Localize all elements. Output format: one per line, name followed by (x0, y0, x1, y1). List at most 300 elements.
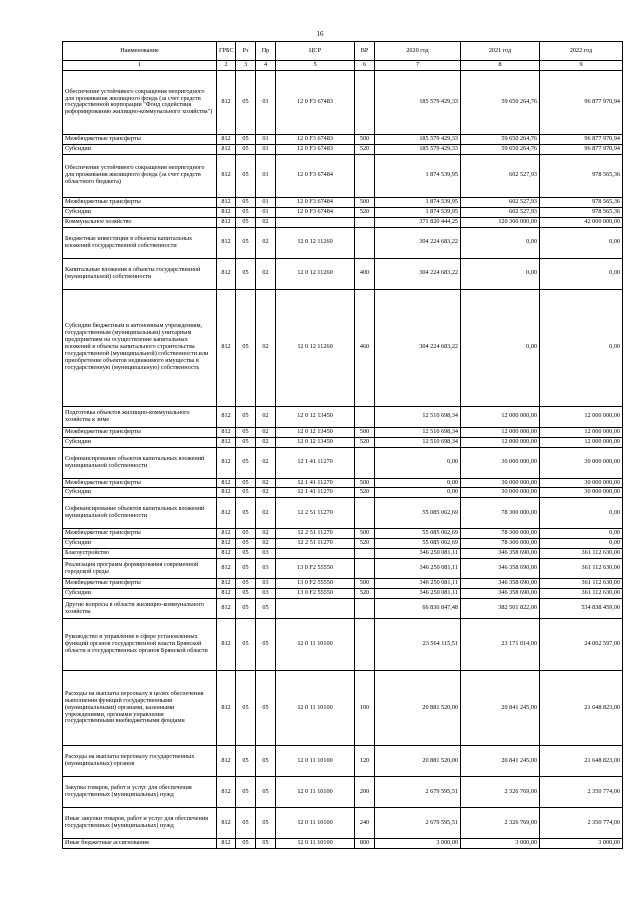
pr-cell: 02 (256, 227, 276, 258)
column-number-cell: 1 (63, 61, 217, 71)
amount-2021-cell: 0,00 (461, 258, 540, 289)
amount-2022-cell: 2 350 774,00 (540, 808, 623, 839)
pr-cell: 05 (256, 808, 276, 839)
rz-cell: 05 (236, 559, 256, 579)
vr-cell: 520 (355, 144, 375, 154)
grbs-cell: 812 (217, 197, 236, 207)
rz-cell: 05 (236, 478, 256, 488)
vr-cell: 500 (355, 197, 375, 207)
pr-cell: 01 (256, 207, 276, 217)
rz-cell: 05 (236, 217, 256, 227)
row-name-cell: Коммунальное хозяйство (63, 217, 217, 227)
table-row (63, 529, 623, 539)
amount-2020-cell: 346 250 081,11 (375, 589, 461, 599)
grbs-cell: 812 (217, 579, 236, 589)
table-row (63, 808, 623, 839)
pr-cell: 05 (256, 599, 276, 619)
amount-2020-cell: 1 874 539,95 (375, 197, 461, 207)
csr-cell: 12 0 F3 67484 (276, 197, 355, 207)
grbs-cell: 812 (217, 154, 236, 197)
grbs-cell: 812 (217, 777, 236, 808)
amount-2021-cell: 0,00 (461, 289, 540, 406)
vr-cell: 100 (355, 671, 375, 746)
table-row (63, 437, 623, 447)
csr-cell: 12 2 51 11270 (276, 498, 355, 529)
column-number-cell: 3 (236, 61, 256, 71)
amount-2021-cell: 59 650 264,76 (461, 134, 540, 144)
amount-2022-cell: 0,00 (540, 498, 623, 529)
vr-cell (355, 619, 375, 671)
grbs-cell: 812 (217, 488, 236, 498)
csr-cell: 12 1 41 11270 (276, 447, 355, 478)
amount-2021-cell: 602 527,93 (461, 207, 540, 217)
grbs-cell: 812 (217, 839, 236, 849)
pr-cell: 02 (256, 406, 276, 427)
amount-2021-cell: 346 358 690,00 (461, 579, 540, 589)
grbs-cell: 812 (217, 746, 236, 777)
rz-cell: 05 (236, 406, 256, 427)
amount-2022-cell: 96 877 970,94 (540, 144, 623, 154)
grbs-cell: 812 (217, 144, 236, 154)
pr-cell: 03 (256, 589, 276, 599)
rz-cell: 05 (236, 488, 256, 498)
csr-cell: 13 0 F2 55550 (276, 589, 355, 599)
csr-cell: 12 0 11 10100 (276, 777, 355, 808)
table-row (63, 539, 623, 549)
amount-2020-cell: 55 085 062,69 (375, 498, 461, 529)
amount-2021-cell: 59 650 264,76 (461, 70, 540, 134)
rz-cell: 05 (236, 589, 256, 599)
rz-cell: 05 (236, 579, 256, 589)
csr-cell: 12 0 F3 67484 (276, 207, 355, 217)
grbs-cell: 812 (217, 559, 236, 579)
vr-cell (355, 447, 375, 478)
amount-2021-cell: 602 527,93 (461, 154, 540, 197)
csr-cell (276, 599, 355, 619)
amount-2021-cell: 346 358 690,00 (461, 559, 540, 579)
table-row (63, 144, 623, 154)
grbs-cell: 812 (217, 406, 236, 427)
table-row (63, 559, 623, 579)
rz-cell: 05 (236, 447, 256, 478)
amount-2022-cell: 0,00 (540, 539, 623, 549)
amount-2022-cell: 0,00 (540, 258, 623, 289)
grbs-cell: 812 (217, 427, 236, 437)
pr-cell: 02 (256, 289, 276, 406)
grbs-cell: 812 (217, 539, 236, 549)
column-number-cell: 7 (375, 61, 461, 71)
header-cell: 2020 год (375, 42, 461, 61)
amount-2022-cell: 96 877 970,94 (540, 134, 623, 144)
table-row (63, 447, 623, 478)
amount-2022-cell: 978 565,36 (540, 197, 623, 207)
vr-cell: 460 (355, 289, 375, 406)
amount-2022-cell: 361 112 630,00 (540, 589, 623, 599)
table-row (63, 746, 623, 777)
table-row (63, 478, 623, 488)
pr-cell: 02 (256, 217, 276, 227)
rz-cell: 05 (236, 154, 256, 197)
rz-cell: 05 (236, 529, 256, 539)
amount-2021-cell: 12 000 000,00 (461, 427, 540, 437)
header-cell: 2021 год (461, 42, 540, 61)
rz-cell: 05 (236, 289, 256, 406)
row-name-cell: Субсидии (63, 539, 217, 549)
vr-cell (355, 217, 375, 227)
table-row (63, 258, 623, 289)
header-cell: Пр (256, 42, 276, 61)
amount-2020-cell: 346 250 081,11 (375, 549, 461, 559)
column-number-cell: 4 (256, 61, 276, 71)
row-name-cell: Закупка товаров, работ и услуг для обеспечения государственных (муниципальных) нужд (63, 777, 217, 808)
vr-cell: 520 (355, 207, 375, 217)
amount-2020-cell: 0,00 (375, 488, 461, 498)
amount-2020-cell: 20 881 520,00 (375, 746, 461, 777)
vr-cell: 520 (355, 437, 375, 447)
grbs-cell: 812 (217, 207, 236, 217)
pr-cell: 05 (256, 839, 276, 849)
amount-2022-cell: 2 350 774,00 (540, 777, 623, 808)
rz-cell: 05 (236, 70, 256, 134)
pr-cell: 01 (256, 134, 276, 144)
row-name-cell: Реализация программ формирования современной городской среды (63, 559, 217, 579)
amount-2022-cell: 24 002 597,00 (540, 619, 623, 671)
amount-2021-cell: 382 501 822,00 (461, 599, 540, 619)
amount-2020-cell: 12 510 698,34 (375, 427, 461, 437)
grbs-cell: 812 (217, 498, 236, 529)
pr-cell: 02 (256, 258, 276, 289)
rz-cell: 05 (236, 539, 256, 549)
amount-2021-cell: 78 300 000,00 (461, 498, 540, 529)
amount-2021-cell: 23 171 014,00 (461, 619, 540, 671)
amount-2022-cell: 361 112 630,00 (540, 549, 623, 559)
amount-2020-cell: 1 874 539,95 (375, 207, 461, 217)
rz-cell: 05 (236, 197, 256, 207)
amount-2020-cell: 346 250 081,11 (375, 559, 461, 579)
grbs-cell: 812 (217, 671, 236, 746)
row-name-cell: Обеспечение устойчивого сокращения непригодного для проживания жилищного фонда (за счет средств областного бюджета) (63, 154, 217, 197)
budget-table (62, 41, 623, 849)
grbs-cell: 812 (217, 437, 236, 447)
csr-cell: 12 1 41 11270 (276, 488, 355, 498)
amount-2020-cell: 371 820 444,25 (375, 217, 461, 227)
amount-2020-cell: 1 874 539,95 (375, 154, 461, 197)
table-header (63, 42, 623, 71)
pr-cell: 03 (256, 549, 276, 559)
csr-cell: 12 0 11 10100 (276, 671, 355, 746)
grbs-cell: 812 (217, 70, 236, 134)
pr-cell: 05 (256, 746, 276, 777)
amount-2020-cell: 346 250 081,11 (375, 579, 461, 589)
row-name-cell: Межбюджетные трансферты (63, 427, 217, 437)
vr-cell: 500 (355, 427, 375, 437)
table-row (63, 488, 623, 498)
pr-cell: 01 (256, 144, 276, 154)
column-number-cell: 8 (461, 61, 540, 71)
csr-cell: 12 0 F3 67484 (276, 154, 355, 197)
rz-cell: 05 (236, 498, 256, 529)
pr-cell: 02 (256, 437, 276, 447)
amount-2022-cell: 3 000,00 (540, 839, 623, 849)
amount-2021-cell: 12 000 000,00 (461, 406, 540, 427)
table-row (63, 579, 623, 589)
row-name-cell: Субсидии (63, 144, 217, 154)
pr-cell: 02 (256, 488, 276, 498)
csr-cell: 12 0 11 10100 (276, 619, 355, 671)
row-name-cell: Бюджетные инвестиции в объекты капитальных вложений государственной собственности (63, 227, 217, 258)
header-cell: Рз (236, 42, 256, 61)
csr-cell: 12 2 51 11270 (276, 529, 355, 539)
row-name-cell: Обеспечение устойчивого сокращения непригодного для проживания жилищного фонда (за счет средств государственной корпорации "Фонд содействия реформированию жилищно-коммунального хозяйства") (63, 70, 217, 134)
rz-cell: 05 (236, 599, 256, 619)
csr-cell: 12 0 12 13450 (276, 406, 355, 427)
grbs-cell: 812 (217, 529, 236, 539)
row-name-cell: Иные закупки товаров, работ и услуг для обеспечения государственных (муниципальных) нужд (63, 808, 217, 839)
table-row (63, 197, 623, 207)
amount-2022-cell: 21 648 823,00 (540, 746, 623, 777)
header-cell: ГРБС (217, 42, 236, 61)
amount-2020-cell: 185 579 429,33 (375, 70, 461, 134)
row-name-cell: Субсидии бюджетным и автономным учреждениям, государственным (муниципальным) унитарным предприятиям на осуществление капитальных вложений в объекты капитального строительства государственной (муниципальной) собственности или приобретение объектов недвижимого имущества в государственную (муниципальную) собственность (63, 289, 217, 406)
table-row (63, 217, 623, 227)
csr-cell: 12 0 F3 67483 (276, 144, 355, 154)
vr-cell (355, 549, 375, 559)
amount-2021-cell: 602 527,93 (461, 197, 540, 207)
vr-cell (355, 498, 375, 529)
rz-cell: 05 (236, 808, 256, 839)
vr-cell: 520 (355, 589, 375, 599)
vr-cell: 520 (355, 488, 375, 498)
amount-2020-cell: 2 679 595,51 (375, 808, 461, 839)
amount-2020-cell: 12 510 698,34 (375, 437, 461, 447)
amount-2020-cell: 304 224 683,22 (375, 258, 461, 289)
vr-cell (355, 599, 375, 619)
csr-cell: 12 0 12 11260 (276, 258, 355, 289)
amount-2021-cell: 3 000,00 (461, 839, 540, 849)
pr-cell: 01 (256, 154, 276, 197)
csr-cell: 12 0 11 10100 (276, 839, 355, 849)
amount-2021-cell: 30 000 000,00 (461, 478, 540, 488)
row-name-cell: Субсидии (63, 589, 217, 599)
pr-cell: 01 (256, 197, 276, 207)
csr-cell: 12 2 51 11270 (276, 539, 355, 549)
amount-2021-cell: 0,00 (461, 227, 540, 258)
row-name-cell: Руководство и управление в сфере установленных функций органов государственной власти Брянской области и государственных органов Брянской области (63, 619, 217, 671)
vr-cell: 500 (355, 478, 375, 488)
amount-2020-cell: 304 224 683,22 (375, 227, 461, 258)
amount-2020-cell: 3 000,00 (375, 839, 461, 849)
row-name-cell: Расходы на выплаты персоналу в целях обеспечения выполнения функций государственными (муниципальными) органами, казенными учреждениями, органами управления государственными внебюджетными фондами (63, 671, 217, 746)
column-number-cell: 9 (540, 61, 623, 71)
amount-2022-cell: 534 838 459,00 (540, 599, 623, 619)
rz-cell: 05 (236, 839, 256, 849)
grbs-cell: 812 (217, 599, 236, 619)
grbs-cell: 812 (217, 447, 236, 478)
rz-cell: 05 (236, 777, 256, 808)
column-number-cell: 6 (355, 61, 375, 71)
row-name-cell: Межбюджетные трансферты (63, 197, 217, 207)
pr-cell: 02 (256, 427, 276, 437)
header-cell: ВР (355, 42, 375, 61)
row-name-cell: Межбюджетные трансферты (63, 579, 217, 589)
amount-2021-cell: 2 326 769,00 (461, 808, 540, 839)
rz-cell: 05 (236, 134, 256, 144)
amount-2022-cell: 361 112 630,00 (540, 579, 623, 589)
table-row (63, 134, 623, 144)
amount-2022-cell: 12 000 000,00 (540, 406, 623, 427)
rz-cell: 05 (236, 619, 256, 671)
vr-cell: 500 (355, 529, 375, 539)
grbs-cell: 812 (217, 589, 236, 599)
csr-cell: 12 0 12 11260 (276, 227, 355, 258)
amount-2021-cell: 346 358 690,00 (461, 589, 540, 599)
amount-2021-cell: 20 841 245,00 (461, 746, 540, 777)
grbs-cell: 812 (217, 134, 236, 144)
table-row (63, 498, 623, 529)
row-name-cell: Подготовка объектов жилищно-коммунального хозяйства к зиме (63, 406, 217, 427)
row-name-cell: Софинансирование объектов капитальных вложений муниципальной собственности (63, 498, 217, 529)
amount-2022-cell: 0,00 (540, 227, 623, 258)
amount-2022-cell: 30 000 000,00 (540, 447, 623, 478)
amount-2020-cell: 2 679 595,51 (375, 777, 461, 808)
csr-cell: 12 0 11 10100 (276, 808, 355, 839)
table-row (63, 619, 623, 671)
amount-2021-cell: 346 358 690,00 (461, 549, 540, 559)
vr-cell: 500 (355, 134, 375, 144)
pr-cell: 01 (256, 70, 276, 134)
pr-cell: 05 (256, 619, 276, 671)
row-name-cell: Другие вопросы в области жилищно-коммунального хозяйства (63, 599, 217, 619)
row-name-cell: Межбюджетные трансферты (63, 478, 217, 488)
table-row (63, 70, 623, 134)
grbs-cell: 812 (217, 619, 236, 671)
row-name-cell: Субсидии (63, 488, 217, 498)
table-row (63, 406, 623, 427)
pr-cell: 02 (256, 498, 276, 529)
amount-2022-cell: 0,00 (540, 289, 623, 406)
grbs-cell: 812 (217, 289, 236, 406)
rz-cell: 05 (236, 207, 256, 217)
grbs-cell: 812 (217, 227, 236, 258)
amount-2022-cell: 42 000 000,00 (540, 217, 623, 227)
csr-cell: 12 0 12 11260 (276, 289, 355, 406)
pr-cell: 02 (256, 447, 276, 478)
amount-2020-cell: 66 836 847,48 (375, 599, 461, 619)
csr-cell: 13 0 F2 55550 (276, 559, 355, 579)
page-number: 16 (316, 30, 324, 38)
row-name-cell: Субсидии (63, 207, 217, 217)
amount-2022-cell: 0,00 (540, 529, 623, 539)
csr-cell (276, 549, 355, 559)
pr-cell: 02 (256, 539, 276, 549)
row-name-cell: Капитальные вложения в объекты государственной (муниципальной) собственности (63, 258, 217, 289)
vr-cell: 800 (355, 839, 375, 849)
amount-2020-cell: 0,00 (375, 478, 461, 488)
amount-2022-cell: 978 565,36 (540, 207, 623, 217)
pr-cell: 05 (256, 777, 276, 808)
table-row (63, 427, 623, 437)
amount-2021-cell: 20 841 245,00 (461, 671, 540, 746)
amount-2022-cell: 96 877 970,94 (540, 70, 623, 134)
table-row (63, 154, 623, 197)
vr-cell (355, 406, 375, 427)
amount-2022-cell: 12 000 000,00 (540, 437, 623, 447)
vr-cell: 240 (355, 808, 375, 839)
vr-cell: 120 (355, 746, 375, 777)
csr-cell (276, 217, 355, 227)
row-name-cell: Субсидии (63, 437, 217, 447)
rz-cell: 05 (236, 227, 256, 258)
header-cell: 2022 год (540, 42, 623, 61)
pr-cell: 02 (256, 529, 276, 539)
column-number-cell: 2 (217, 61, 236, 71)
row-name-cell: Межбюджетные трансферты (63, 134, 217, 144)
vr-cell: 500 (355, 579, 375, 589)
pr-cell: 05 (256, 671, 276, 746)
csr-cell: 12 0 12 13450 (276, 427, 355, 437)
amount-2022-cell: 361 112 630,00 (540, 559, 623, 579)
amount-2021-cell: 12 000 000,00 (461, 437, 540, 447)
pr-cell: 02 (256, 478, 276, 488)
rz-cell: 05 (236, 549, 256, 559)
amount-2020-cell: 185 579 429,33 (375, 144, 461, 154)
table-row (63, 227, 623, 258)
rz-cell: 05 (236, 427, 256, 437)
amount-2021-cell: 30 000 000,00 (461, 447, 540, 478)
table-row (63, 589, 623, 599)
amount-2020-cell: 185 579 429,33 (375, 134, 461, 144)
table-row (63, 671, 623, 746)
table-row (63, 207, 623, 217)
table-row (63, 289, 623, 406)
csr-cell: 12 0 F3 67483 (276, 134, 355, 144)
csr-cell: 12 0 F3 67483 (276, 70, 355, 134)
rz-cell: 05 (236, 746, 256, 777)
header-row (63, 42, 623, 61)
amount-2021-cell: 78 300 000,00 (461, 529, 540, 539)
row-name-cell: Иные бюджетные ассигнования (63, 839, 217, 849)
amount-2021-cell: 78 300 000,00 (461, 539, 540, 549)
vr-cell: 400 (355, 258, 375, 289)
grbs-cell: 812 (217, 549, 236, 559)
grbs-cell: 812 (217, 478, 236, 488)
amount-2020-cell: 0,00 (375, 447, 461, 478)
amount-2022-cell: 12 000 000,00 (540, 427, 623, 437)
row-name-cell: Благоустройство (63, 549, 217, 559)
amount-2022-cell: 30 000 000,00 (540, 488, 623, 498)
header-cell: Наименование (63, 42, 217, 61)
rz-cell: 05 (236, 671, 256, 746)
amount-2021-cell: 30 000 000,00 (461, 488, 540, 498)
vr-cell (355, 559, 375, 579)
csr-cell: 13 0 F2 55550 (276, 579, 355, 589)
rz-cell: 05 (236, 258, 256, 289)
amount-2021-cell: 59 650 264,76 (461, 144, 540, 154)
grbs-cell: 812 (217, 258, 236, 289)
amount-2020-cell: 304 224 683,22 (375, 289, 461, 406)
table-row (63, 839, 623, 849)
table-row (63, 599, 623, 619)
vr-cell: 520 (355, 539, 375, 549)
table-row (63, 777, 623, 808)
amount-2020-cell: 55 085 062,69 (375, 529, 461, 539)
vr-cell (355, 70, 375, 134)
csr-cell: 12 0 12 13450 (276, 437, 355, 447)
amount-2022-cell: 21 648 823,00 (540, 671, 623, 746)
csr-cell: 12 1 41 11270 (276, 478, 355, 488)
column-number-cell: 5 (276, 61, 355, 71)
column-number-row (63, 61, 623, 71)
